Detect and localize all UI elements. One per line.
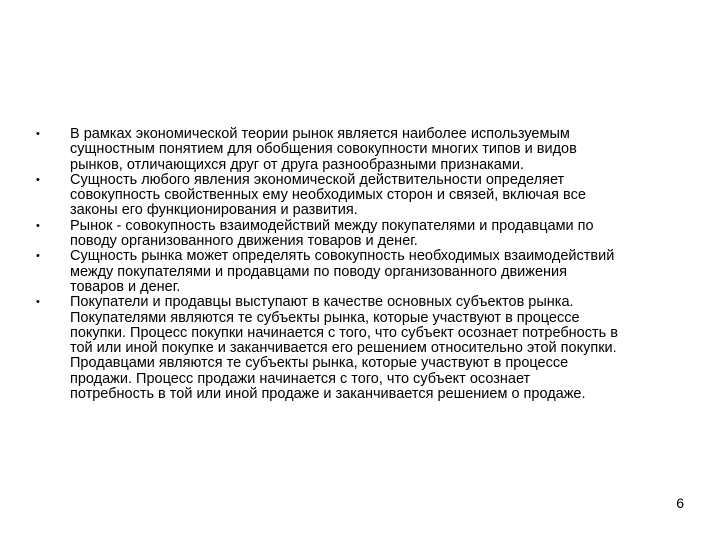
bullet-item xyxy=(36,219,684,250)
bullet-text: Покупатели и продавцы выступают в качестве основных субъектов рынка. Покупателями являются те субъекты рынка, которые участвуют в процессе покупки. Процесс покупки начинается с того, что субъект осознает потребность в той или иной покупке и заканчивается его решением относительно этой покупки. Продавцами являются те субъекты рынка, которые участвуют в процессе продажи. Процесс продажи начинается с того, что субъект осознает потребность в той или иной продаже и заканчивается решением о продаже. xyxy=(70,294,618,403)
page-number: 6 xyxy=(676,495,684,511)
bullet-marker: • xyxy=(36,219,40,232)
bullet-text: Сущность рынка может определять совокупность необходимых взаимодействий между покупателями и продавцами по поводу организованного движения товаров и денег. xyxy=(70,248,615,295)
bullet-text: Рынок - совокупность взаимодействий между покупателями и продавцами по поводу организованного движения товаров и денег. xyxy=(70,217,594,250)
bullet-item xyxy=(36,127,684,173)
bullet-marker: • xyxy=(36,296,40,309)
bullet-item xyxy=(36,295,684,402)
bullet-marker: • xyxy=(36,173,40,186)
bullet-marker: • xyxy=(36,250,40,263)
bullet-item xyxy=(36,249,684,295)
bullet-text: В рамках экономической теории рынок является наиболее используемым сущностным понятием для обобщения совокупности многих типов и видов рынков, отличающихся друг от друга разнообразными признаками. xyxy=(70,126,577,173)
bullet-text: Сущность любого явления экономической действительности определяет совокупность свойственных ему необходимых сторон и связей, включая все законы его функционирования и развития. xyxy=(70,171,586,219)
bullet-list xyxy=(36,127,684,402)
bullet-marker: • xyxy=(36,128,40,140)
bullet-item xyxy=(36,173,684,219)
